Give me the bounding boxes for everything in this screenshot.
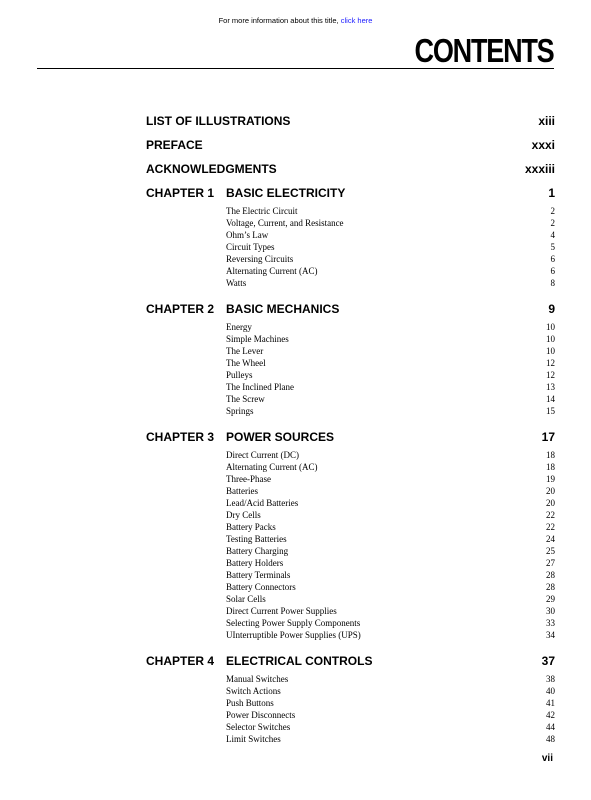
section-title: UInterruptible Power Supplies (UPS)	[226, 630, 361, 640]
section-list	[226, 673, 555, 745]
section-entry[interactable]	[226, 333, 555, 345]
section-page: 10	[546, 334, 555, 344]
section-page: 38	[546, 674, 555, 684]
section-title: Lead/Acid Batteries	[226, 498, 299, 508]
entry-page: xiii	[538, 114, 555, 128]
section-entry[interactable]	[226, 673, 555, 685]
chapter-number: CHAPTER 3	[146, 430, 215, 444]
section-entry[interactable]	[226, 369, 555, 381]
chapter-title: BASIC ELECTRICITY	[226, 186, 346, 200]
section-entry[interactable]	[226, 277, 555, 289]
section-page: 14	[546, 394, 555, 404]
section-title: Switch Actions	[226, 686, 281, 696]
section-list	[226, 205, 555, 289]
chapter-title: ELECTRICAL CONTROLS	[226, 654, 373, 668]
section-title: Battery Packs	[226, 522, 276, 532]
section-entry[interactable]	[226, 321, 555, 333]
section-page: 34	[546, 630, 555, 640]
chapter-block	[146, 430, 555, 641]
section-page: 22	[546, 522, 555, 532]
header-note	[0, 16, 591, 25]
section-page: 4	[550, 230, 555, 240]
section-entry[interactable]	[226, 485, 555, 497]
section-entry[interactable]	[226, 229, 555, 241]
section-title: Battery Charging	[226, 546, 289, 556]
section-page: 15	[546, 406, 555, 416]
section-page: 18	[546, 450, 555, 460]
section-page: 10	[546, 346, 555, 356]
section-page: 48	[546, 734, 555, 744]
section-title: Ohm’s Law	[226, 230, 269, 240]
section-page: 44	[546, 722, 555, 732]
section-entry[interactable]	[226, 345, 555, 357]
entry-label: LIST OF ILLUSTRATIONS	[146, 114, 291, 128]
section-title: Simple Machines	[226, 334, 289, 344]
section-entry[interactable]	[226, 721, 555, 733]
chapter-heading[interactable]	[146, 654, 555, 668]
section-title: Solar Cells	[226, 594, 266, 604]
section-page: 25	[546, 546, 555, 556]
section-title: Energy	[226, 322, 252, 332]
section-title: Push Buttons	[226, 698, 274, 708]
section-entry[interactable]	[226, 381, 555, 393]
section-entry[interactable]	[226, 241, 555, 253]
section-title: Dry Cells	[226, 510, 261, 520]
chapter-title: BASIC MECHANICS	[226, 302, 340, 316]
section-entry[interactable]	[226, 509, 555, 521]
page-number: vii	[541, 753, 553, 764]
section-title: Alternating Current (AC)	[226, 266, 318, 276]
section-entry[interactable]	[226, 473, 555, 485]
entry-label: PREFACE	[146, 138, 203, 152]
section-page: 42	[546, 710, 555, 720]
section-title: Selecting Power Supply Components	[226, 618, 361, 628]
section-page: 5	[550, 242, 555, 252]
section-entry[interactable]	[226, 521, 555, 533]
section-entry[interactable]	[226, 205, 555, 217]
section-entry[interactable]	[226, 617, 555, 629]
section-entry[interactable]	[226, 569, 555, 581]
section-title: Manual Switches	[226, 674, 289, 684]
section-page: 40	[546, 686, 555, 696]
section-page: 19	[546, 474, 555, 484]
section-title: Alternating Current (AC)	[226, 462, 318, 472]
front-matter-entry[interactable]	[146, 114, 555, 138]
section-entry[interactable]	[226, 405, 555, 417]
section-entry[interactable]	[226, 461, 555, 473]
chapter-page: 37	[541, 654, 555, 668]
section-title: Circuit Types	[226, 242, 275, 252]
chapter-number: CHAPTER 2	[146, 302, 215, 316]
chapter-page: 9	[548, 302, 555, 316]
header-note-text: For more information about this title,	[218, 16, 339, 25]
front-matter-entry[interactable]	[146, 138, 555, 162]
section-title: Batteries	[226, 486, 258, 496]
section-entry[interactable]	[226, 533, 555, 545]
entry-label: ACKNOWLEDGMENTS	[146, 162, 277, 176]
section-entry[interactable]	[226, 605, 555, 617]
section-title: Selector Switches	[226, 722, 291, 732]
entry-page: xxxiii	[524, 162, 555, 176]
section-page: 33	[546, 618, 555, 628]
section-title: Battery Terminals	[226, 570, 291, 580]
section-title: Battery Holders	[226, 558, 284, 568]
entry-page: xxxi	[531, 138, 555, 152]
section-title: Power Disconnects	[226, 710, 296, 720]
section-page: 27	[546, 558, 555, 568]
section-title: Voltage, Current, and Resistance	[226, 218, 344, 228]
section-entry[interactable]	[226, 449, 555, 461]
section-entry[interactable]	[226, 357, 555, 369]
section-page: 20	[546, 498, 555, 508]
section-page: 6	[550, 266, 555, 276]
section-page: 2	[550, 218, 555, 228]
section-entry[interactable]	[226, 685, 555, 697]
front-matter-entry[interactable]	[146, 162, 555, 186]
chapter-page: 1	[548, 186, 555, 200]
section-entry[interactable]	[226, 629, 555, 641]
section-entry[interactable]	[226, 581, 555, 593]
section-title: Limit Switches	[226, 734, 281, 744]
section-entry[interactable]	[226, 733, 555, 745]
section-page: 28	[546, 570, 555, 580]
section-entry[interactable]	[226, 593, 555, 605]
section-title: Three-Phase	[226, 474, 271, 484]
section-entry[interactable]	[226, 557, 555, 569]
chapter-page: 17	[541, 430, 555, 444]
title-divider	[37, 68, 554, 69]
section-page: 28	[546, 582, 555, 592]
section-page: 2	[550, 206, 555, 216]
section-entry[interactable]	[226, 697, 555, 709]
section-entry[interactable]	[226, 497, 555, 509]
section-page: 10	[546, 322, 555, 332]
section-entry[interactable]	[226, 265, 555, 277]
section-page: 12	[546, 358, 555, 368]
section-entry[interactable]	[226, 217, 555, 229]
chapter-heading[interactable]	[146, 430, 555, 444]
section-title: Testing Batteries	[226, 534, 287, 544]
section-title: The Screw	[226, 394, 265, 404]
section-page: 30	[546, 606, 555, 616]
section-page: 24	[546, 534, 555, 544]
section-entry[interactable]	[226, 393, 555, 405]
chapter-number: CHAPTER 1	[146, 186, 215, 200]
section-title: Direct Current Power Supplies	[226, 606, 337, 616]
section-list	[226, 449, 555, 641]
section-title: Reversing Circuits	[226, 254, 294, 264]
section-page: 20	[546, 486, 555, 496]
section-entry[interactable]	[226, 545, 555, 557]
chapter-number: CHAPTER 4	[146, 654, 215, 668]
section-page: 18	[546, 462, 555, 472]
section-page: 22	[546, 510, 555, 520]
table-of-contents	[146, 114, 555, 745]
section-page: 41	[546, 698, 555, 708]
page-title: CONTENTS	[414, 32, 553, 69]
chapter-block	[146, 654, 555, 745]
section-entry[interactable]	[226, 709, 555, 721]
section-entry[interactable]	[226, 253, 555, 265]
chapter-heading[interactable]	[146, 302, 555, 316]
section-page: 6	[550, 254, 555, 264]
section-list	[226, 321, 555, 417]
section-page: 13	[546, 382, 555, 392]
section-title: Direct Current (DC)	[226, 450, 299, 460]
section-title: Watts	[226, 278, 247, 288]
click-here-link[interactable]: click here	[340, 16, 373, 25]
chapter-heading[interactable]	[146, 186, 555, 200]
section-page: 29	[546, 594, 555, 604]
section-title: The Wheel	[226, 358, 266, 368]
section-title: The Electric Circuit	[226, 206, 298, 216]
section-page: 8	[550, 278, 555, 288]
section-title: Springs	[226, 406, 254, 416]
section-title: The Inclined Plane	[226, 382, 294, 392]
section-title: The Lever	[226, 346, 264, 356]
section-title: Pulleys	[226, 370, 253, 380]
chapter-block	[146, 302, 555, 417]
chapter-title: POWER SOURCES	[226, 430, 335, 444]
chapter-block	[146, 186, 555, 289]
section-title: Battery Connectors	[226, 582, 296, 592]
section-page: 12	[546, 370, 555, 380]
